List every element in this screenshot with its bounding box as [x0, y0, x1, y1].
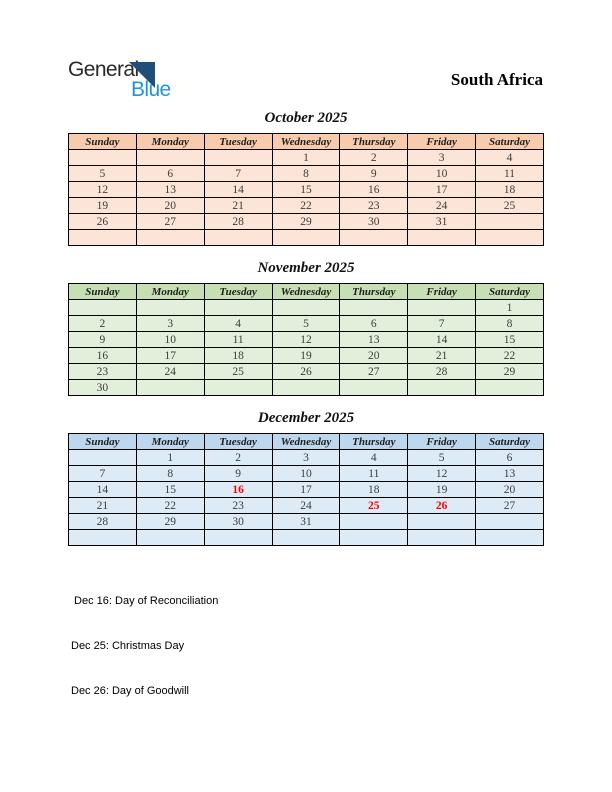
day-cell-27: 27 — [136, 214, 204, 230]
weekday-header-thursday: Thursday — [340, 434, 408, 450]
day-cell-30: 30 — [340, 214, 408, 230]
day-cell-18: 18 — [204, 348, 272, 364]
day-cell-3: 3 — [136, 316, 204, 332]
weekday-header-sunday: Sunday — [69, 134, 137, 150]
weekday-header-sunday: Sunday — [69, 434, 137, 450]
month-section-november — [68, 259, 544, 396]
day-cell-empty — [340, 514, 408, 530]
day-cell-2: 2 — [340, 150, 408, 166]
day-cell-empty — [136, 300, 204, 316]
day-cell-13: 13 — [136, 182, 204, 198]
day-cell-empty — [408, 530, 476, 546]
day-cell-24: 24 — [136, 364, 204, 380]
day-cell-28: 28 — [204, 214, 272, 230]
logo-text-blue: Blue — [131, 78, 171, 101]
week-row — [69, 514, 544, 530]
day-cell-empty — [476, 380, 544, 396]
day-cell-4: 4 — [204, 316, 272, 332]
weekday-header-saturday: Saturday — [476, 434, 544, 450]
weekday-header-tuesday: Tuesday — [204, 134, 272, 150]
day-cell-19: 19 — [272, 348, 340, 364]
week-row — [69, 150, 544, 166]
weekday-header-row — [69, 284, 544, 300]
day-cell-empty — [136, 150, 204, 166]
day-cell-7: 7 — [204, 166, 272, 182]
day-cell-14: 14 — [69, 482, 137, 498]
day-cell-empty — [204, 530, 272, 546]
holiday-day-cell-26: 26 — [408, 498, 476, 514]
month-table-november — [68, 283, 544, 396]
day-cell-29: 29 — [136, 514, 204, 530]
day-cell-2: 2 — [69, 316, 137, 332]
weekday-header-saturday: Saturday — [476, 134, 544, 150]
day-cell-14: 14 — [408, 332, 476, 348]
day-cell-empty — [204, 380, 272, 396]
weekday-header-thursday: Thursday — [340, 134, 408, 150]
week-row — [69, 498, 544, 514]
day-cell-empty — [272, 300, 340, 316]
week-row — [69, 332, 544, 348]
day-cell-empty — [476, 230, 544, 246]
weekday-header-row — [69, 434, 544, 450]
holiday-note: Dec 26: Day of Goodwill — [71, 685, 189, 697]
weekday-header-tuesday: Tuesday — [204, 434, 272, 450]
weekday-header-wednesday: Wednesday — [272, 134, 340, 150]
day-cell-19: 19 — [69, 198, 137, 214]
day-cell-20: 20 — [136, 198, 204, 214]
day-cell-24: 24 — [408, 198, 476, 214]
day-cell-2: 2 — [204, 450, 272, 466]
day-cell-empty — [340, 300, 408, 316]
day-cell-empty — [476, 214, 544, 230]
month-table-october — [68, 133, 544, 246]
day-cell-8: 8 — [476, 316, 544, 332]
holiday-day-cell-16: 16 — [204, 482, 272, 498]
weekday-header-monday: Monday — [136, 284, 204, 300]
day-cell-empty — [340, 230, 408, 246]
week-row — [69, 348, 544, 364]
day-cell-29: 29 — [476, 364, 544, 380]
day-cell-9: 9 — [340, 166, 408, 182]
weekday-header-saturday: Saturday — [476, 284, 544, 300]
day-cell-12: 12 — [408, 466, 476, 482]
week-row — [69, 466, 544, 482]
week-row — [69, 450, 544, 466]
day-cell-empty — [136, 230, 204, 246]
day-cell-8: 8 — [272, 166, 340, 182]
day-cell-empty — [204, 230, 272, 246]
logo-text-general: General — [68, 58, 139, 81]
day-cell-empty — [69, 300, 137, 316]
day-cell-3: 3 — [408, 150, 476, 166]
day-cell-empty — [136, 380, 204, 396]
day-cell-10: 10 — [136, 332, 204, 348]
day-cell-20: 20 — [340, 348, 408, 364]
general-blue-logo — [68, 58, 188, 106]
day-cell-23: 23 — [69, 364, 137, 380]
day-cell-empty — [69, 150, 137, 166]
weekday-header-sunday: Sunday — [69, 284, 137, 300]
day-cell-6: 6 — [136, 166, 204, 182]
day-cell-17: 17 — [408, 182, 476, 198]
day-cell-26: 26 — [272, 364, 340, 380]
day-cell-empty — [408, 380, 476, 396]
day-cell-empty — [476, 530, 544, 546]
week-row — [69, 530, 544, 546]
holiday-note: Dec 16: Day of Reconciliation — [71, 595, 219, 607]
day-cell-1: 1 — [476, 300, 544, 316]
day-cell-16: 16 — [69, 348, 137, 364]
month-section-december — [68, 409, 544, 546]
week-row — [69, 166, 544, 182]
day-cell-empty — [272, 380, 340, 396]
day-cell-12: 12 — [69, 182, 137, 198]
day-cell-8: 8 — [136, 466, 204, 482]
week-row — [69, 198, 544, 214]
day-cell-6: 6 — [476, 450, 544, 466]
day-cell-22: 22 — [476, 348, 544, 364]
month-section-october — [68, 109, 544, 246]
day-cell-empty — [69, 530, 137, 546]
day-cell-4: 4 — [340, 450, 408, 466]
day-cell-1: 1 — [136, 450, 204, 466]
day-cell-27: 27 — [340, 364, 408, 380]
day-cell-empty — [408, 300, 476, 316]
day-cell-empty — [408, 230, 476, 246]
day-cell-19: 19 — [408, 482, 476, 498]
day-cell-18: 18 — [340, 482, 408, 498]
day-cell-30: 30 — [204, 514, 272, 530]
weekday-header-friday: Friday — [408, 134, 476, 150]
day-cell-empty — [408, 514, 476, 530]
week-row — [69, 482, 544, 498]
weekday-header-monday: Monday — [136, 434, 204, 450]
day-cell-16: 16 — [340, 182, 408, 198]
weekday-header-friday: Friday — [408, 434, 476, 450]
day-cell-11: 11 — [340, 466, 408, 482]
weekday-header-wednesday: Wednesday — [272, 434, 340, 450]
day-cell-4: 4 — [476, 150, 544, 166]
day-cell-empty — [204, 150, 272, 166]
day-cell-15: 15 — [476, 332, 544, 348]
day-cell-6: 6 — [340, 316, 408, 332]
day-cell-5: 5 — [69, 166, 137, 182]
weekday-header-tuesday: Tuesday — [204, 284, 272, 300]
day-cell-empty — [204, 300, 272, 316]
day-cell-23: 23 — [204, 498, 272, 514]
day-cell-10: 10 — [408, 166, 476, 182]
day-cell-21: 21 — [408, 348, 476, 364]
day-cell-11: 11 — [476, 166, 544, 182]
day-cell-25: 25 — [204, 364, 272, 380]
month-title-december: December 2025 — [257, 410, 355, 426]
day-cell-25: 25 — [476, 198, 544, 214]
day-cell-22: 22 — [136, 498, 204, 514]
day-cell-empty — [476, 514, 544, 530]
day-cell-31: 31 — [408, 214, 476, 230]
day-cell-9: 9 — [69, 332, 137, 348]
month-title-october: October 2025 — [264, 110, 348, 126]
month-table-december — [68, 433, 544, 546]
month-title-november: November 2025 — [257, 260, 355, 276]
day-cell-30: 30 — [69, 380, 137, 396]
day-cell-1: 1 — [272, 150, 340, 166]
day-cell-18: 18 — [476, 182, 544, 198]
holiday-note: Dec 25: Christmas Day — [71, 640, 185, 652]
day-cell-13: 13 — [340, 332, 408, 348]
day-cell-28: 28 — [69, 514, 137, 530]
day-cell-21: 21 — [69, 498, 137, 514]
day-cell-empty — [136, 530, 204, 546]
page-title: South Africa — [450, 70, 543, 89]
weekday-header-wednesday: Wednesday — [272, 284, 340, 300]
day-cell-17: 17 — [272, 482, 340, 498]
day-cell-15: 15 — [136, 482, 204, 498]
day-cell-13: 13 — [476, 466, 544, 482]
day-cell-17: 17 — [136, 348, 204, 364]
day-cell-empty — [340, 380, 408, 396]
day-cell-5: 5 — [408, 450, 476, 466]
day-cell-22: 22 — [272, 198, 340, 214]
day-cell-empty — [69, 230, 137, 246]
weekday-header-thursday: Thursday — [340, 284, 408, 300]
day-cell-empty — [69, 450, 137, 466]
day-cell-7: 7 — [69, 466, 137, 482]
day-cell-empty — [340, 530, 408, 546]
week-row — [69, 214, 544, 230]
holiday-notes — [71, 564, 218, 729]
week-row — [69, 182, 544, 198]
day-cell-empty — [272, 230, 340, 246]
day-cell-23: 23 — [340, 198, 408, 214]
day-cell-27: 27 — [476, 498, 544, 514]
day-cell-empty — [272, 530, 340, 546]
day-cell-14: 14 — [204, 182, 272, 198]
day-cell-15: 15 — [272, 182, 340, 198]
day-cell-31: 31 — [272, 514, 340, 530]
week-row — [69, 300, 544, 316]
week-row — [69, 380, 544, 396]
day-cell-12: 12 — [272, 332, 340, 348]
weekday-header-row — [69, 134, 544, 150]
day-cell-20: 20 — [476, 482, 544, 498]
day-cell-28: 28 — [408, 364, 476, 380]
week-row — [69, 230, 544, 246]
day-cell-5: 5 — [272, 316, 340, 332]
day-cell-3: 3 — [272, 450, 340, 466]
holiday-day-cell-25: 25 — [340, 498, 408, 514]
day-cell-29: 29 — [272, 214, 340, 230]
day-cell-11: 11 — [204, 332, 272, 348]
week-row — [69, 316, 544, 332]
day-cell-26: 26 — [69, 214, 137, 230]
week-row — [69, 364, 544, 380]
day-cell-7: 7 — [408, 316, 476, 332]
day-cell-10: 10 — [272, 466, 340, 482]
day-cell-9: 9 — [204, 466, 272, 482]
day-cell-24: 24 — [272, 498, 340, 514]
weekday-header-monday: Monday — [136, 134, 204, 150]
day-cell-21: 21 — [204, 198, 272, 214]
weekday-header-friday: Friday — [408, 284, 476, 300]
